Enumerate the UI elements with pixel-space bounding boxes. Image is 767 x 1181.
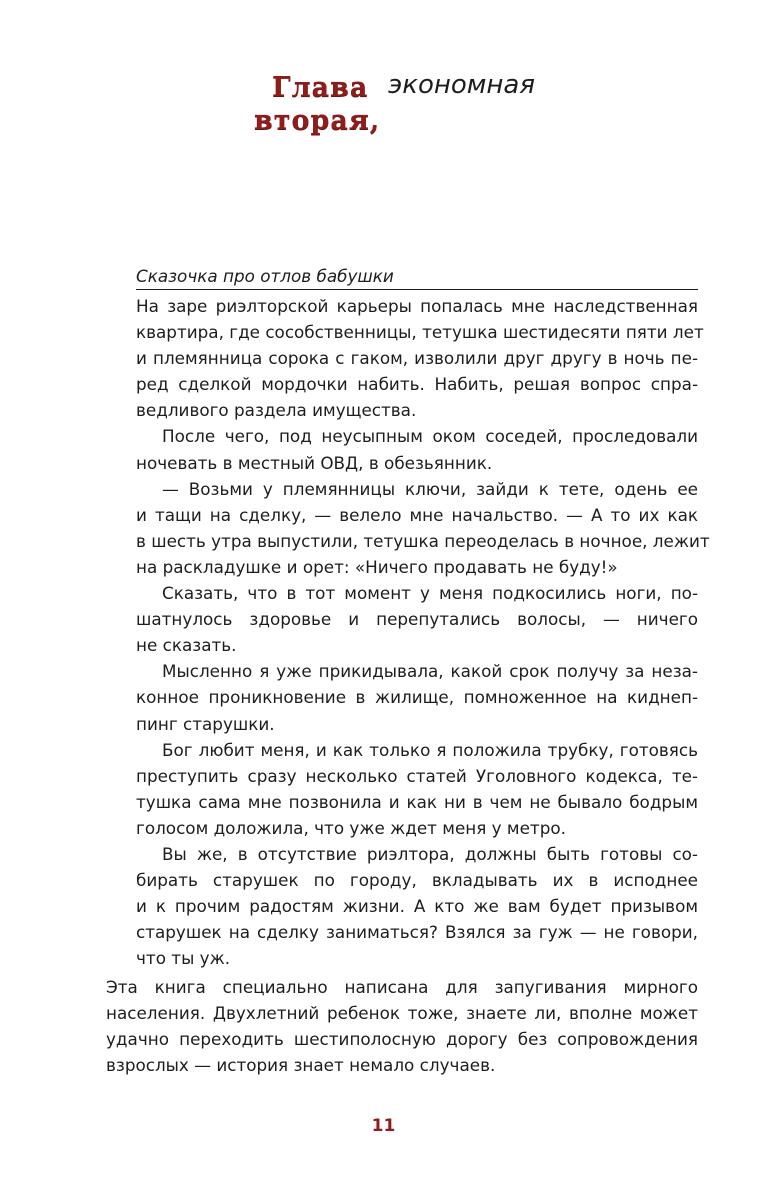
text-line: в шесть утра выпустили, тетушка переоделась в ночное, лежит: [136, 530, 710, 551]
text-line: конное проникновение в жилище, помноженное на киднеп-: [136, 687, 698, 708]
text-line: Сказать, что в тот момент у меня подкосились ноги, по-: [162, 583, 698, 604]
text-line: бирать старушек по городу, вкладывать их в исподнее: [136, 870, 698, 891]
story-paragraph: [136, 580, 698, 658]
intro-body: [106, 974, 698, 1078]
text-line: населения. Двухлетний ребенок тоже, знаете ли, вполне может: [106, 1003, 698, 1024]
story-paragraph: [136, 293, 704, 423]
section-title: Сказочка про отлов бабушки: [136, 263, 698, 290]
text-line: Мысленно я уже прикидывала, какой срок получу за неза-: [162, 661, 698, 682]
text-line: ночевать в местный ОВД, в обезьянник.: [136, 452, 493, 473]
chapter-title-word-2: вторая,: [254, 105, 381, 136]
text-line: Эта книга специально написана для запугивания мирного: [106, 977, 698, 997]
text-line: квартира, где сособственницы, тетушка шестидесяти пяти лет: [136, 322, 704, 343]
text-line: на раскладушке и орет: «Ничего продавать не буду!»: [136, 556, 618, 577]
story-body: [136, 293, 710, 971]
text-line: На заре риэлторской карьеры попалась мне наследственная: [136, 296, 698, 316]
text-line: После чего, под неусыпным оком соседей, проследовали: [162, 426, 698, 447]
story-paragraph: [136, 737, 698, 841]
text-line: преступить сразу несколько статей Уголовного кодекса, те-: [136, 765, 698, 786]
text-line: Вы же, в отсутствие риэлтора, должны быть готовы со-: [162, 843, 698, 864]
story-paragraph: [136, 841, 698, 971]
text-line: пинг старушки.: [136, 713, 275, 734]
text-line: и к прочим радостям жизни. А кто же вам будет призывом: [136, 896, 698, 917]
page-number: 11: [371, 1116, 396, 1136]
story-paragraph: [136, 423, 698, 475]
story-paragraph: [136, 476, 710, 580]
text-line: — Возьми у племянницы ключи, зайди к тете, одень ее: [162, 478, 698, 499]
chapter-heading: [0, 0, 767, 160]
story-paragraph: [136, 658, 698, 736]
text-line: Бог любит меня, и как только я положила трубку, готовясь: [162, 739, 698, 760]
chapter-title-word-1: Глава: [272, 72, 369, 103]
text-line: взрослых — история знает немало случаев.: [106, 1055, 496, 1076]
text-line: шатнулось здоровье и перепутались волосы, — ничего: [136, 609, 698, 630]
text-line: голосом доложила, что уже ждет меня у метро.: [136, 817, 566, 838]
text-line: ред сделкой мордочки набить. Набить, решая вопрос спра-: [136, 374, 698, 395]
text-line: тушка сама мне позвонила и как ни в чем не бывало бодрым: [136, 791, 698, 812]
text-line: не сказать.: [136, 635, 237, 656]
text-line: старушек на сделку заниматься? Взялся за гуж — не говори,: [136, 922, 698, 943]
intro-paragraph: [106, 974, 698, 1078]
chapter-subtitle: экономная: [388, 70, 535, 100]
text-line: удачно переходить шестиполосную дорогу без сопровождения: [106, 1029, 698, 1050]
text-line: и тащи на сделку, — велело мне начальство. — А то их как: [136, 504, 698, 525]
text-line: ведливого раздела имущества.: [136, 400, 417, 421]
text-line: что ты уж.: [136, 948, 231, 969]
text-line: и племянница сорока с гаком, изволили друг другу в ночь пе-: [136, 348, 698, 369]
